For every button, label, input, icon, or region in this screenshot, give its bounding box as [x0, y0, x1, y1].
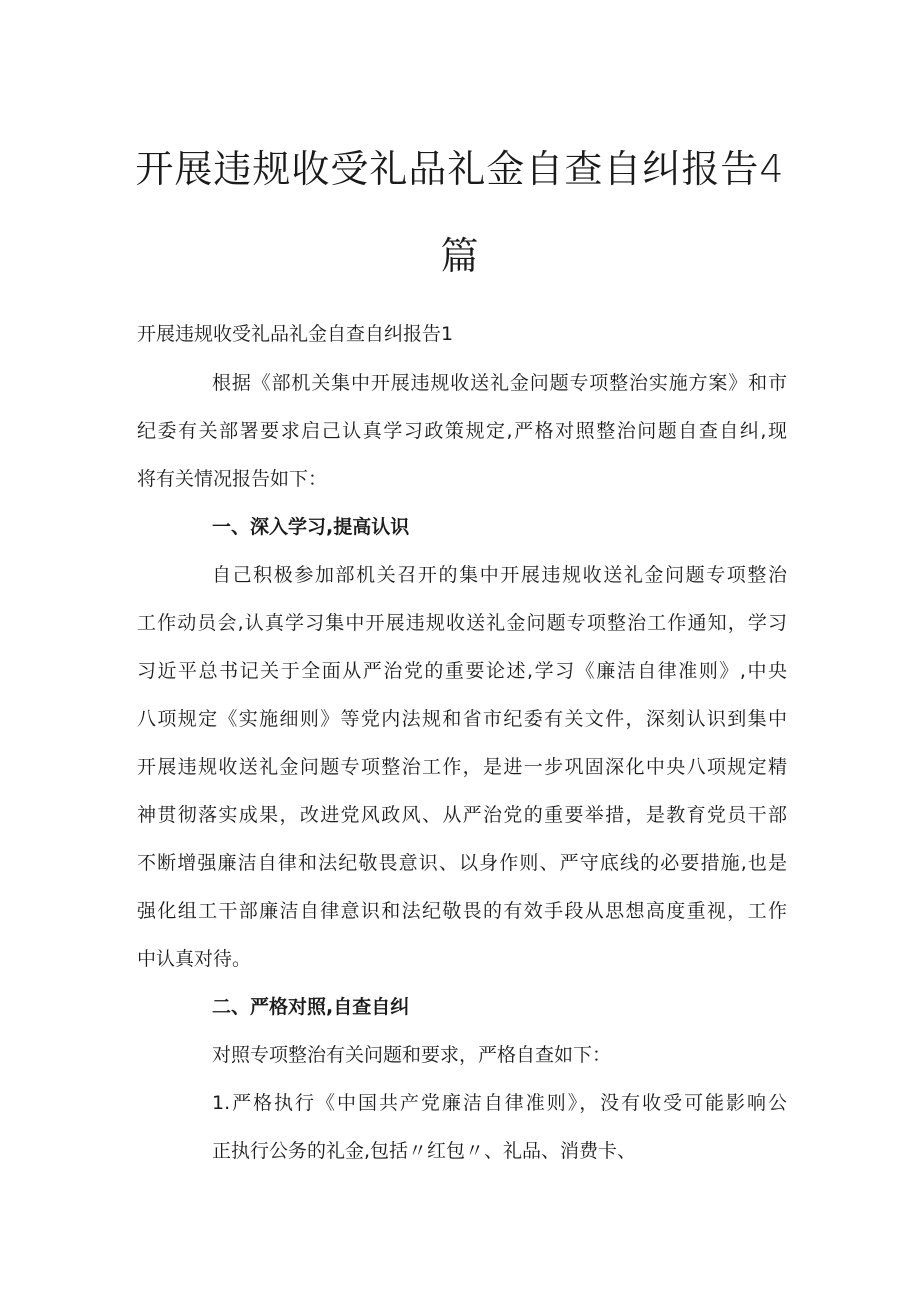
document-title: 开展违规收受礼品礼金自查自纠报告4: [135, 147, 785, 191]
body-line: 工作动员会,认真学习集中开展违规收送礼金问题专项整治工作通知，学习: [137, 612, 787, 634]
body-line: 神贯彻落实成果，改进党风政风、从严治党的重要举措，是教育党员干部: [137, 804, 787, 826]
body-line: 不断增强廉洁自律和法纪敬畏意识、以身作则、严守底线的必要措施,也是: [137, 852, 787, 874]
body-line: 自己积极参加部机关召开的集中开展违规收送礼金问题专项整治: [212, 564, 787, 586]
body-line: 习近平总书记关于全面从严治党的重要论述,学习《廉洁自律准则》,中央: [137, 660, 787, 682]
document-title-continued: 篇: [440, 234, 480, 278]
body-line: 中认真对待。: [137, 948, 252, 970]
body-line: 对照专项整治有关问题和要求，严格自查如下：: [212, 1044, 612, 1066]
list-item-line: 1.严格执行《中国共产党廉洁自律准则》，没有收受可能影响公: [212, 1092, 787, 1114]
intro-line: 将有关情况报告如下：: [137, 468, 328, 490]
section-heading: 一、深入学习,提高认识: [212, 516, 410, 538]
section-heading: 二、严格对照,自查自纠: [212, 996, 410, 1018]
body-line: 开展违规收送礼金问题专项整治工作，是进一步巩固深化中央八项规定精: [137, 756, 787, 778]
body-line: 八项规定《实施细则》等党内法规和省市纪委有关文件，深刻认识到集中: [137, 708, 787, 730]
intro-line: 根据《部机关集中开展违规收送礼金问题专项整治实施方案》和市: [212, 372, 787, 394]
list-item-line: 正执行公务的礼金,包括〃红包〃、礼品、消费卡、: [212, 1140, 637, 1162]
body-line: 强化组工干部廉洁自律意识和法纪敬畏的有效手段从思想高度重视，工作: [137, 900, 787, 922]
report-subtitle: 开展违规收受礼品礼金自查自纠报告1: [137, 323, 454, 345]
intro-line: 纪委有关部署要求启己认真学习政策规定,严格对照整治问题自查自纠,现: [137, 420, 787, 442]
